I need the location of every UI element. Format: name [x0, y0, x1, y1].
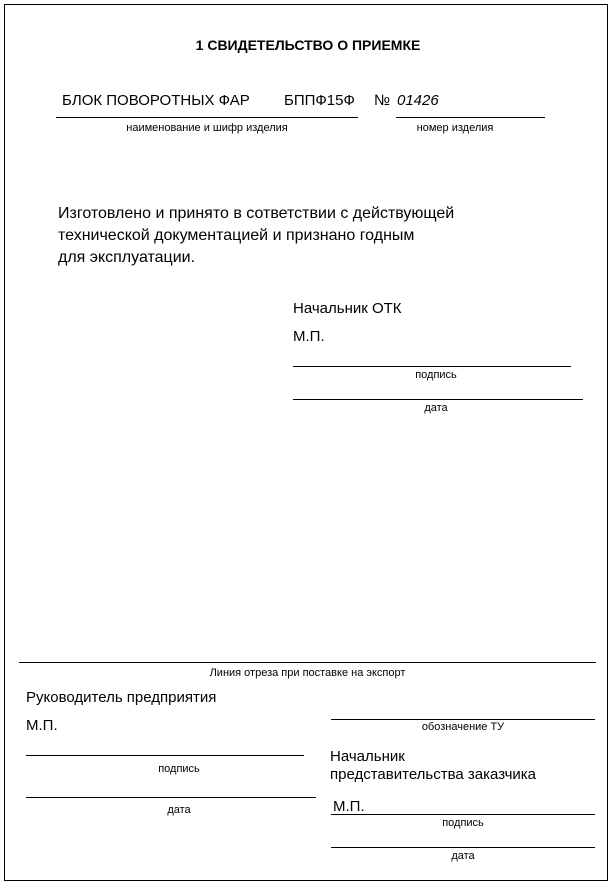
customer-rep-stamp: М.П. [333, 798, 365, 815]
product-number-line [396, 117, 545, 118]
otk-date-caption: дата [424, 402, 448, 414]
product-name-line [56, 117, 358, 118]
export-director-date-line [26, 797, 316, 798]
product-name: БЛОК ПОВОРОТНЫХ ФАР [62, 92, 250, 109]
otk-stamp: М.П. [293, 328, 325, 345]
otk-signature-caption: подпись [415, 369, 457, 381]
product-name-caption: наименование и шифр изделия [126, 122, 288, 134]
page-title: 1 СВИДЕТЕЛЬСТВО О ПРИЕМКЕ [195, 37, 421, 53]
customer-rep-role-1: Начальник [330, 748, 405, 765]
cut-line [19, 662, 596, 663]
statement-line-3: для эксплуатации. [58, 249, 196, 266]
customer-rep-role-2: представительства заказчика [330, 766, 537, 783]
tu-line [331, 719, 595, 720]
export-director-role: Руководитель предприятия [26, 689, 217, 706]
customer-rep-date-line [331, 847, 595, 848]
statement-line-1: Изготовлено и принято в сответствии с действующей [58, 205, 455, 222]
otk-signature-line [293, 366, 571, 367]
customer-rep-date-caption: дата [451, 850, 475, 862]
statement-line-2: технической документацией и признано годным [58, 227, 415, 244]
export-director-signature-line [26, 755, 304, 756]
export-director-signature-caption: подпись [158, 763, 200, 775]
otk-date-line [293, 399, 583, 400]
export-director-date-caption: дата [167, 804, 191, 816]
product-number-caption: номер изделия [416, 122, 494, 134]
export-director-stamp: М.П. [26, 717, 58, 734]
page-frame [4, 4, 608, 881]
tu-caption: обозначение ТУ [421, 721, 505, 733]
number-sign: № [374, 92, 391, 109]
customer-rep-signature-line [331, 814, 595, 815]
product-number: 01426 [397, 92, 439, 109]
otk-role: Начальник ОТК [293, 300, 402, 317]
cut-line-caption: Линия отреза при поставке на экспорт [209, 667, 406, 679]
product-code: БППФ15Ф [284, 92, 355, 109]
customer-rep-signature-caption: подпись [442, 817, 484, 829]
